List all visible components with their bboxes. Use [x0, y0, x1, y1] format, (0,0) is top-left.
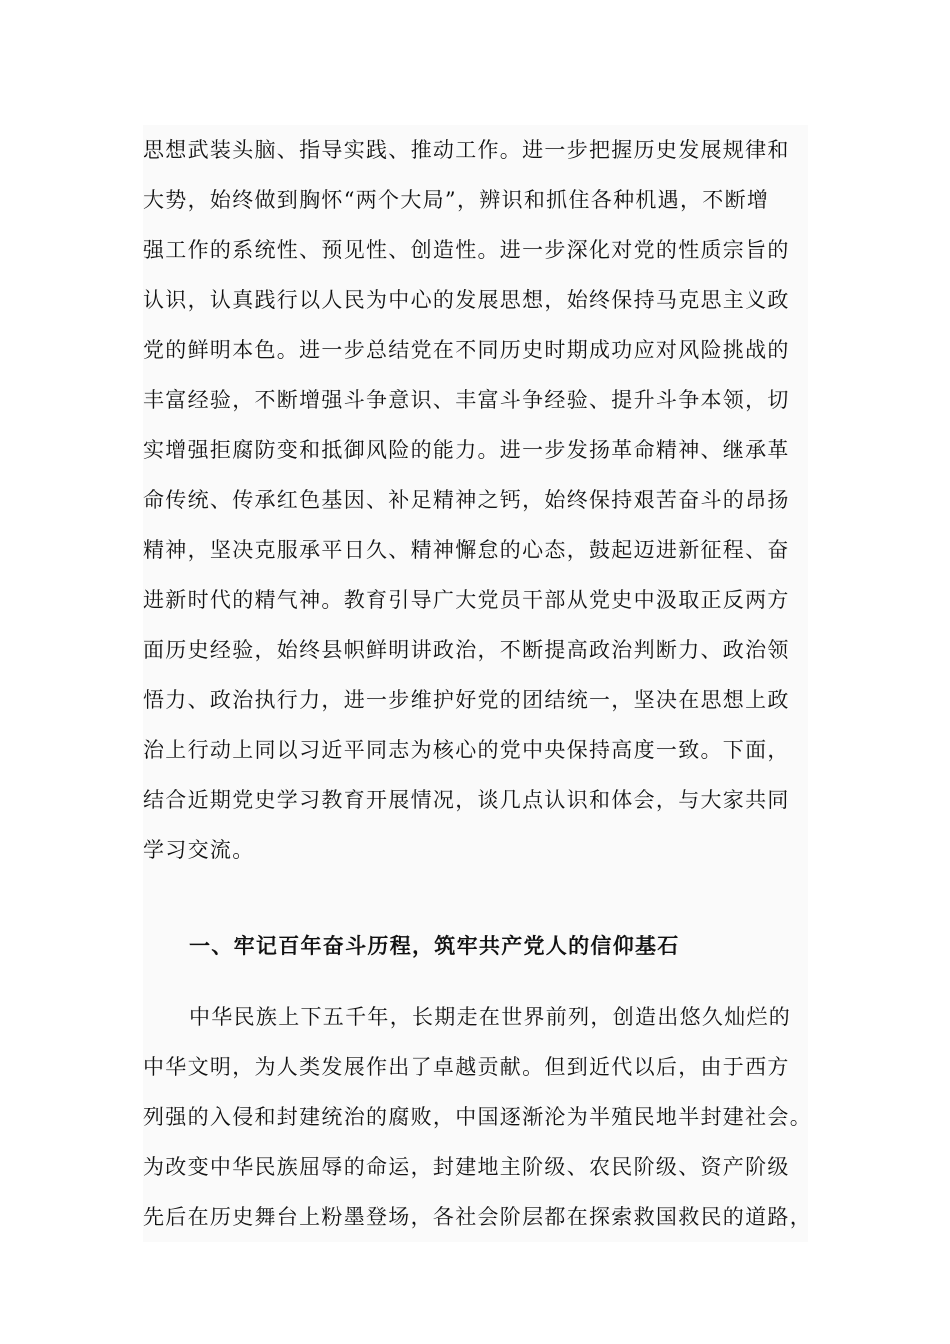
text-line: 命传统、传承红色基因、补足精神之钙，始终保持艰苦奋斗的昂扬 — [143, 488, 790, 512]
text-line: 先后在历史舞台上粉墨登场，各社会阶层都在探索救国救民的道路， — [143, 1205, 812, 1229]
text-line: 党的鲜明本色。进一步总结党在不同历史时期成功应对风险挑战的 — [143, 338, 790, 362]
paragraph-2 — [143, 992, 812, 1242]
text-line: 精神，坚决克服承平日久、精神懈怠的心态，鼓起迈进新征程、奋 — [143, 538, 790, 562]
text-line: 中华民族上下五千年，长期走在世界前列，创造出悠久灿烂的 — [189, 1005, 792, 1029]
text-line: 中华文明，为人类发展作出了卓越贡献。但到近代以后，由于西方 — [143, 1055, 790, 1079]
text-line: 思想武装头脑、指导实践、推动工作。进一步把握历史发展规律和 — [143, 138, 790, 162]
text-line: 悟力、政治执行力，进一步维护好党的团结统一，坚决在思想上政 — [143, 688, 790, 712]
text-line: 为改变中华民族屈辱的命运，封建地主阶级、农民阶级、资产阶级 — [143, 1155, 790, 1179]
text-line: 大势，始终做到胸怀“两个大局”，辨识和抓住各种机遇，不断增 — [143, 188, 770, 212]
text-line: 认识，认真践行以人民为中心的发展思想，始终保持马克思主义政 — [143, 288, 790, 312]
document-body — [143, 125, 812, 1242]
text-line: 进新时代的精气神。教育引导广大党员干部从党史中汲取正反两方 — [143, 588, 790, 612]
text-line: 实增强拒腐防变和抵御风险的能力。进一步发扬革命精神、继承革 — [143, 438, 790, 462]
section-heading: 一、牢记百年奋斗历程，筑牢共产党人的信仰基石 — [189, 933, 680, 958]
text-line: 列强的入侵和封建统治的腐败，中国逐渐沦为半殖民地半封建社会。 — [143, 1105, 812, 1129]
text-line: 结合近期党史学习教育开展情况，谈几点认识和体会，与大家共同 — [143, 788, 790, 812]
text-line: 面历史经验，始终县帜鲜明讲政治，不断提高政治判断力、政治领 — [143, 638, 790, 662]
text-line: 治上行动上同以习近平同志为核心的党中央保持高度一致。下面， — [143, 738, 790, 762]
paragraph-1 — [143, 125, 808, 875]
text-line: 学习交流。 — [143, 838, 255, 862]
text-line: 强工作的系统性、预见性、创造性。进一步深化对党的性质宗旨的 — [143, 238, 790, 262]
text-line: 丰富经验，不断增强斗争意识、丰富斗争经验、提升斗争本领，切 — [143, 388, 790, 412]
